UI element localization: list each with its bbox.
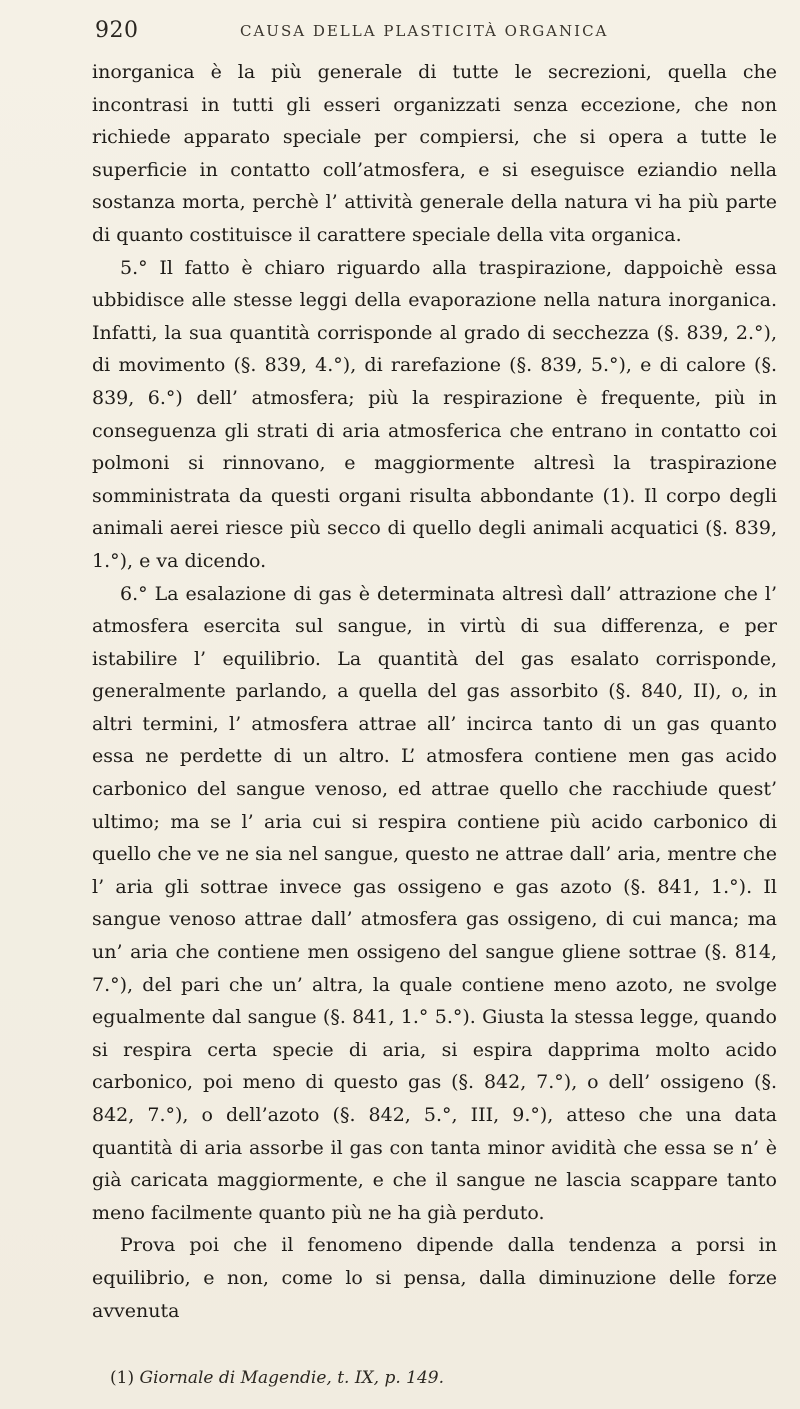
footnote-marker: (1) [110, 1368, 135, 1388]
footnote [110, 1368, 444, 1388]
paragraph-6: 6.° La esalazione di gas è determinata altresì dall’ attrazione che l’ atmosfera esercita sul sangue, in virtù di sua differenza, e per istabilire l’ equilibrio. La quantità del gas esalato corrisponde, generalmente parlando, a quella del gas assorbito (§. 840, II), o, in altri termini, l’ atmosfera attrae all’ incirca tanto di un gas quanto essa ne perdette di un altro. L’ atmosfera contiene men gas acido carbonico del sangue venoso, ed attrae quello che racchiude quest’ ultimo; ma se l’ aria cui si respira contiene più acido carbonico di quello che ve ne sia nel sangue, questo ne attrae dall’ aria, mentre che l’ aria gli sottrae invece gas ossigeno e gas azoto (§. 841, 1.°). Il sangue venoso attrae dall’ atmosfera gas ossigeno, di cui manca; ma un’ aria che contiene men ossigeno del sangue gliene sottrae (§. 814, 7.°), del pari che un’ altra, la quale contiene meno azoto, ne svolge egualmente dal sangue (§. 841, 1.° 5.°). Giusta la stessa legge, quando si respira certa specie di aria, si espira dapprima molto acido carbonico, poi meno di questo gas (§. 842, 7.°), o dell’ ossigeno (§. 842, 7.°), o dell’azoto (§. 842, 5.°, III, 9.°), atteso che una data quantità di aria assorbe il gas con tanta minor avidità che essa se n’ è già caricata maggiormente, e che il sangue ne lascia scappare tanto meno facilmente quanto più ne ha già perduto. [92, 582, 777, 1224]
body-text [92, 56, 777, 1327]
paragraph-continuation: inorganica è la più generale di tutte le secrezioni, quella che incontrasi in tutti gli esseri organizzati senza eccezione, che non richiede apparato speciale per compiersi, che si opera a tutte le superficie in contatto coll’atmosfera, e si eseguisce eziandio nella sostanza morta, perchè l’ attività generale della natura vi ha più parte di quanto costituisce il carattere speciale della vita organica. [92, 61, 777, 246]
running-title: CAUSA DELLA PLASTICITÀ ORGANICA [240, 22, 609, 40]
paragraph-prova: Prova poi che il fenomeno dipende dalla tendenza a porsi in equilibrio, e non, come lo si pensa, dalla diminuzione delle forze avvenuta [92, 1234, 777, 1322]
footnote-source: Giornale di Magendie, t. IX, p. 149. [139, 1368, 445, 1388]
paragraph-5: 5.° Il fatto è chiaro riguardo alla traspirazione, dappoichè essa ubbidisce alle stesse leggi della evaporazione nella natura inorganica. Infatti, la sua quantità corrisponde al grado di secchezza (§. 839, 2.°), di movimento (§. 839, 4.°), di rarefazione (§. 839, 5.°), e di calore (§. 839, 6.°) dell’ atmosfera; più la respirazione è frequente, più in conseguenza gli strati di aria atmosferica che entrano in contatto coi polmoni si rinnovano, e maggiormente altresì la traspirazione somministrata da questi organi risulta abbondante (1). Il corpo degli animali aerei riesce più secco di quello degli animali acquatici (§. 839, 1.°), e va dicendo. [92, 256, 777, 572]
page-number: 920 [95, 18, 139, 43]
page-header [95, 18, 740, 48]
